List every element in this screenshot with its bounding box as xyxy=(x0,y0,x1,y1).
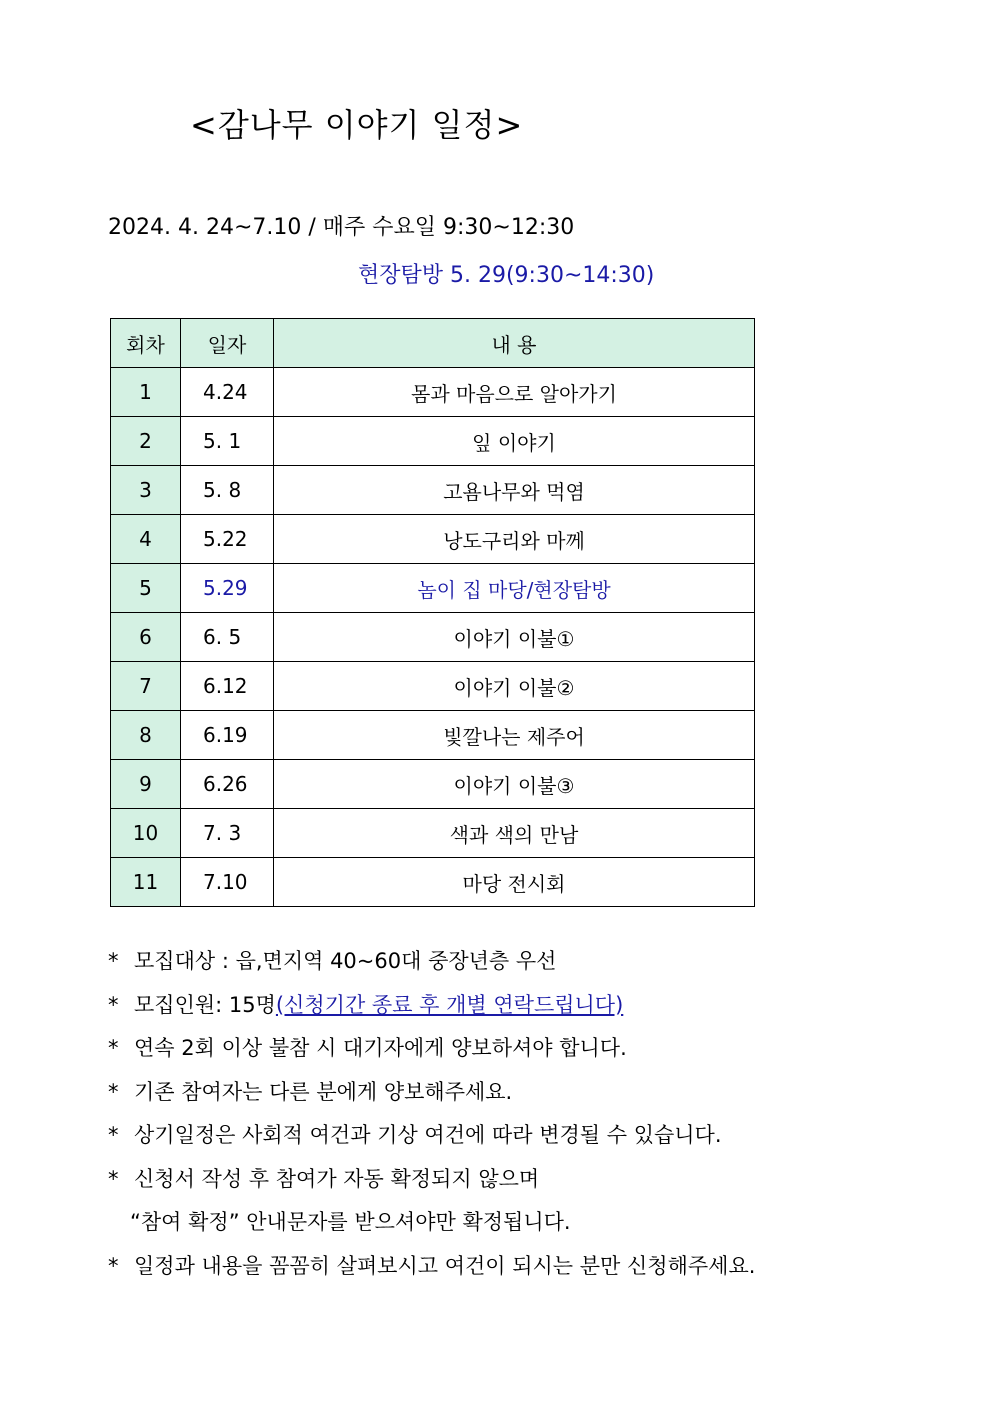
page-title: <감나무 이야기 일정> xyxy=(190,106,524,144)
session-content: 몸과 마음으로 알아가기 xyxy=(274,368,755,417)
header-session: 회차 xyxy=(111,319,181,368)
session-date: 5.29 xyxy=(181,564,274,613)
note-target xyxy=(108,940,755,984)
recruit-contact-link[interactable]: (신청기간 종료 후 개별 연락드립니다) xyxy=(275,992,624,1017)
session-number: 1 xyxy=(111,368,181,417)
header-date: 일자 xyxy=(181,319,274,368)
note-recruit xyxy=(108,984,755,1028)
session-content: 이야기 이불③ xyxy=(274,760,755,809)
table-row xyxy=(111,662,755,711)
table-row xyxy=(111,858,755,907)
session-number: 5 xyxy=(111,564,181,613)
session-number: 9 xyxy=(111,760,181,809)
session-content: 낭도구리와 마께 xyxy=(274,515,755,564)
session-number: 2 xyxy=(111,417,181,466)
table-row xyxy=(111,515,755,564)
session-date: 7.10 xyxy=(181,858,274,907)
header-content: 내 용 xyxy=(274,319,755,368)
session-content: 잎 이야기 xyxy=(274,417,755,466)
session-content: 빛깔나는 제주어 xyxy=(274,711,755,760)
note-text: “참여 확정” 안내문자를 받으셔야만 확정됩니다. xyxy=(130,1210,571,1234)
note-confirm xyxy=(108,1158,755,1202)
bullet-star: * xyxy=(108,949,119,973)
session-date: 6.12 xyxy=(181,662,274,711)
bullet-star: * xyxy=(108,1123,119,1147)
session-number: 6 xyxy=(111,613,181,662)
note-text: 모집대상 : 읍,면지역 40~60대 중장년층 우선 xyxy=(134,949,557,973)
notes-list xyxy=(108,940,755,1288)
schedule-table xyxy=(110,318,755,907)
session-content: 색과 색의 만남 xyxy=(274,809,755,858)
session-date: 6.26 xyxy=(181,760,274,809)
bullet-star: * xyxy=(108,1166,119,1191)
note-text: 일정과 내용을 꼼꼼히 살펴보시고 여건이 되시는 분만 신청해주세요. xyxy=(134,1253,756,1278)
field-trip-line: 현장탐방 5. 29(9:30~14:30) xyxy=(358,263,655,288)
table-header-row xyxy=(111,319,755,368)
table-row xyxy=(111,417,755,466)
session-content: 놈이 집 마당/현장탐방 xyxy=(274,564,755,613)
session-date: 6. 5 xyxy=(181,613,274,662)
bullet-star: * xyxy=(108,1036,119,1060)
session-content: 이야기 이불① xyxy=(274,613,755,662)
note-existing xyxy=(108,1071,755,1115)
note-text: 기존 참여자는 다른 분에게 양보해주세요. xyxy=(134,1079,513,1104)
bullet-star: * xyxy=(108,992,119,1017)
session-content: 마당 전시회 xyxy=(274,858,755,907)
note-text: 연속 2회 이상 불참 시 대기자에게 양보하셔야 합니다. xyxy=(134,1036,627,1060)
table-row xyxy=(111,711,755,760)
table-row xyxy=(111,466,755,515)
session-date: 4.24 xyxy=(181,368,274,417)
session-number: 4 xyxy=(111,515,181,564)
session-number: 10 xyxy=(111,809,181,858)
session-date: 5. 1 xyxy=(181,417,274,466)
note-text: 상기일정은 사회적 여건과 기상 여건에 따라 변경될 수 있습니다. xyxy=(134,1123,722,1147)
session-date: 5.22 xyxy=(181,515,274,564)
note-text: 모집인원: 15명 xyxy=(134,992,276,1017)
schedule-line: 2024. 4. 24~7.10 / 매주 수요일 9:30~12:30 xyxy=(108,215,575,240)
table-row xyxy=(111,613,755,662)
bullet-star: * xyxy=(108,1079,119,1104)
session-number: 11 xyxy=(111,858,181,907)
bullet-star: * xyxy=(108,1253,119,1278)
session-content: 이야기 이불② xyxy=(274,662,755,711)
table-row-highlighted xyxy=(111,564,755,613)
note-text: 신청서 작성 후 참여가 자동 확정되지 않으며 xyxy=(134,1166,540,1191)
session-date: 5. 8 xyxy=(181,466,274,515)
session-number: 8 xyxy=(111,711,181,760)
note-change xyxy=(108,1114,755,1158)
table-row xyxy=(111,809,755,858)
session-content: 고욤나무와 먹염 xyxy=(274,466,755,515)
note-confirm-continued xyxy=(108,1201,755,1245)
session-number: 3 xyxy=(111,466,181,515)
table-row xyxy=(111,760,755,809)
session-date: 6.19 xyxy=(181,711,274,760)
session-date: 7. 3 xyxy=(181,809,274,858)
session-number: 7 xyxy=(111,662,181,711)
note-absence xyxy=(108,1027,755,1071)
table-row xyxy=(111,368,755,417)
note-check xyxy=(108,1245,755,1289)
